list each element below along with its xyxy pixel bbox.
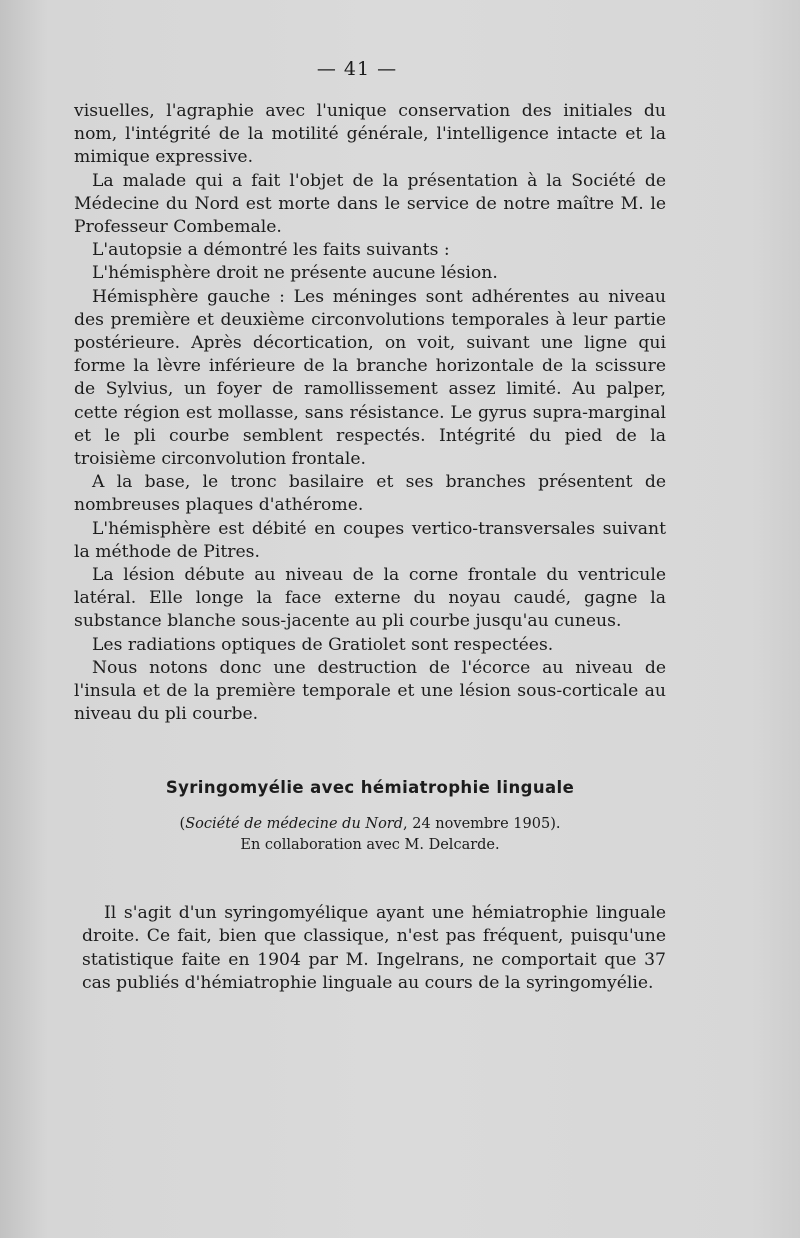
paragraph: L'hémisphère est débité en coupes vertico-transversales suivant la méthode de Pitres. xyxy=(74,518,666,562)
section-title: Syringomyélie avec hémiatrophie linguale xyxy=(165,778,575,797)
paragraph: Les radiations optiques de Gratiolet sont respectées. xyxy=(92,634,554,655)
body-text xyxy=(74,100,666,726)
section-collaboration: En collaboration avec M. Delcarde. xyxy=(240,837,500,853)
paragraph: visuelles, l'agraphie avec l'unique conservation des initiales du nom, l'intégrité de la motilité générale, l'intelligence intacte et la mimique expressive. xyxy=(74,101,666,168)
paragraph: L'hémisphère droit ne présente aucune lésion. xyxy=(92,263,498,284)
paragraph: Hémisphère gauche : Les méninges sont adhérentes au niveau des première et deuxième circonvolutions temporales à leur partie postérieure. Après décortication, on voit, suivant une ligne qui forme la lèvre inférieure de la branche horizontale de la scissure de Sylvius, un foyer de ramollissement assez limité. Au palper, cette région est mollasse, sans résistance. Le gyrus supra-marginal et le pli courbe semblent respectés. Intégrité du pied de la troisième circonvolution frontale. xyxy=(74,286,666,470)
paragraph: La lésion débute au niveau de la corne frontale du ventricule latéral. Elle longe la face externe du noyau caudé, gagne la substance blanche sous-jacente au pli courbe jusqu'au cuneus. xyxy=(74,565,666,632)
paragraph: A la base, le tronc basilaire et ses branches présentent de nombreuses plaques d'athérome. xyxy=(74,472,666,516)
reference-open: ( xyxy=(179,816,186,832)
paragraph: La malade qui a fait l'objet de la présentation à la Société de Médecine du Nord est morte dans le service de notre maître M. le Professeur Combemale. xyxy=(74,170,666,238)
paragraph: Il s'agit d'un syringomyélique ayant une hémiatrophie linguale droite. Ce fait, bien que classique, n'est pas fréquent, puisqu'une statistique faite en 1904 par M. Ingelrans, ne comportait que 37 cas publiés d'hémiatrophie linguale au cours de la syringomyélie. xyxy=(82,903,666,994)
paragraph: Nous notons donc une destruction de l'écorce au niveau de l'insula et de la première temporale et une lésion sous-corticale au niveau du pli courbe. xyxy=(74,657,666,725)
section-body-text xyxy=(82,902,666,996)
reference-journal: Société de médecine du Nord xyxy=(185,816,404,832)
section-reference xyxy=(74,814,666,835)
page-number: — 41 — xyxy=(316,58,398,80)
paragraph: L'autopsie a démontré les faits suivants : xyxy=(92,240,450,261)
reference-date: , 24 novembre 1905). xyxy=(403,816,561,832)
